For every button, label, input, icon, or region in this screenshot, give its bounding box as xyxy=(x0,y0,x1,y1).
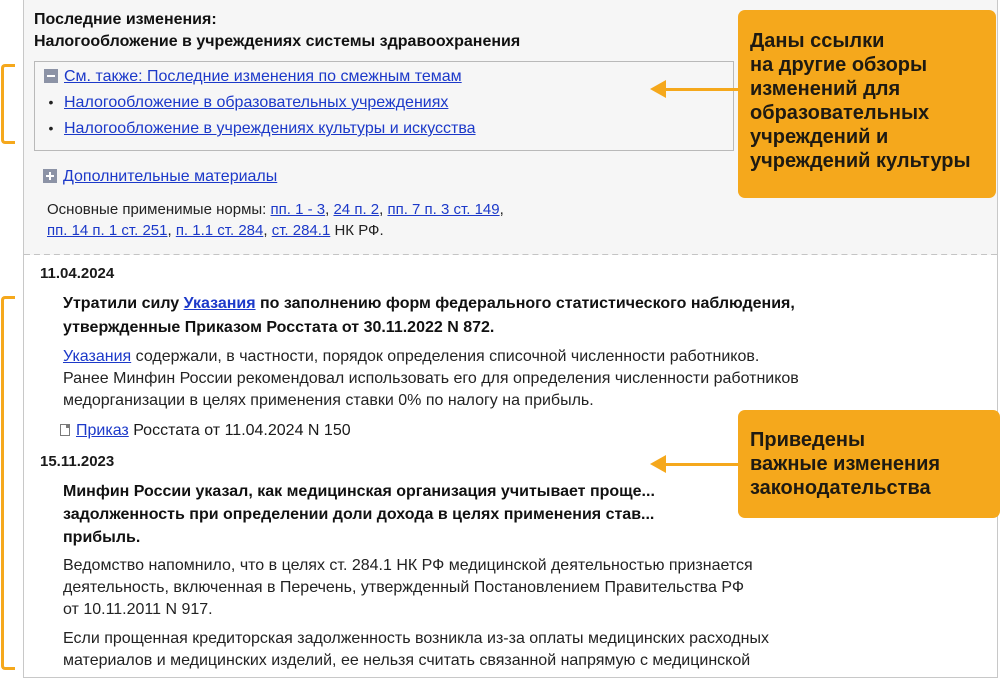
related-item-link[interactable]: Налогообложение в учреждениях культуры и искусства xyxy=(64,120,476,137)
bullet-icon: • xyxy=(48,94,54,110)
headline-link[interactable]: Указания xyxy=(183,295,256,312)
page-title xyxy=(34,9,520,53)
collapse-icon[interactable] xyxy=(44,69,58,83)
callout-related-links xyxy=(738,10,996,198)
paragraph-link[interactable]: Указания xyxy=(63,348,132,365)
arrow-left-icon xyxy=(650,80,666,98)
headline-text: по заполнению форм федерального статистического наблюдения, xyxy=(260,295,795,312)
entry-paragraph-line: Ранее Минфин России рекомендовал использовать его для определения численности работников xyxy=(63,370,799,387)
entry-headline: Минфин России указал, как медицинская организация учитывает проще... xyxy=(63,483,655,500)
callout-line: Приведены xyxy=(750,429,866,451)
page-title-line-1: Последние изменения: xyxy=(34,11,217,28)
entry-headline-line-2: утвержденные Приказом Росстата от 30.11.2022 N 872. xyxy=(63,319,495,336)
document-icon xyxy=(60,424,70,436)
entry-paragraph-line: материалов и медицинских изделий, ее нельзя считать связанной напрямую с медицинской xyxy=(63,652,751,669)
entry-paragraph-line: Ведомство напомнило, что в целях ст. 284.1 НК РФ медицинской деятельностью признается xyxy=(63,557,753,574)
callout-line: законодательства xyxy=(750,477,931,499)
expand-icon[interactable] xyxy=(43,169,57,183)
entry-headline-line-2: задолженность при определении доли дохода в целях применения став... xyxy=(63,506,655,523)
norm-link[interactable]: пп. 7 п. 3 ст. 149 xyxy=(387,201,500,218)
applicable-norms: Основные применимые нормы: пп. 1 - 3, 24 п. 2, пп. 7 п. 3 ст. 149, пп. 14 п. 1 ст. 251, п. 1.1 ст. 284, ст. 284.1 НК РФ. xyxy=(47,201,504,239)
callout-line: учреждений культуры xyxy=(750,150,971,172)
callout-line: на другие обзоры xyxy=(750,54,928,76)
entry-paragraph-line: деятельность, включенная в Перечень, утвержденный Постановлением Правительства РФ xyxy=(63,579,745,596)
entry-date: 15.11.2023 xyxy=(40,453,115,470)
norms-suffix: НК РФ. xyxy=(334,222,384,239)
annotation-bracket xyxy=(1,296,15,670)
norm-link[interactable]: ст. 284.1 xyxy=(271,222,331,239)
paragraph-text: содержали, в частности, порядок определения списочной численности работников. xyxy=(135,348,760,365)
source-document-text: Росстата от 11.04.2024 N 150 xyxy=(133,422,351,439)
headline-text: Утратили силу xyxy=(63,295,180,312)
entry-headline xyxy=(63,292,795,316)
norms-label: Основные применимые нормы: xyxy=(47,201,267,218)
entry-paragraph-line: Если прощенная кредиторская задолженность возникла из-за оплаты медицинских расходных xyxy=(63,630,769,647)
bullet-icon: • xyxy=(48,120,54,136)
norm-link[interactable]: п. 1.1 ст. 284 xyxy=(175,222,264,239)
arrow-left-icon xyxy=(650,455,666,473)
source-document xyxy=(60,420,351,442)
callout-line: изменений для xyxy=(750,78,901,100)
callout-line: учреждений и xyxy=(750,126,889,148)
entry-date: 11.04.2024 xyxy=(40,265,115,282)
entry-headline-line-3: прибыль. xyxy=(63,529,141,546)
source-document-link[interactable]: Приказ xyxy=(76,422,129,439)
entry-paragraph xyxy=(63,346,759,368)
related-toggle-row[interactable] xyxy=(44,67,462,87)
related-item[interactable] xyxy=(44,118,476,139)
arrow-shaft xyxy=(664,88,738,91)
related-topics-link[interactable]: См. также: Последние изменения по смежным темам xyxy=(64,68,462,85)
related-item[interactable] xyxy=(44,92,448,113)
related-item-link[interactable]: Налогообложение в образовательных учреждениях xyxy=(64,94,449,111)
arrow-shaft xyxy=(664,463,738,466)
norm-link[interactable]: пп. 14 п. 1 ст. 251 xyxy=(47,222,168,239)
norm-link[interactable]: пп. 1 - 3 xyxy=(270,201,326,218)
annotation-bracket xyxy=(1,64,15,144)
page-title-line-2: Налогообложение в учреждениях системы здравоохранения xyxy=(34,33,521,50)
callout-line: важные изменения xyxy=(750,453,941,475)
related-topics-box xyxy=(34,61,734,151)
callout-important-changes xyxy=(738,410,1000,518)
callout-line: образовательных xyxy=(750,102,930,124)
norm-link[interactable]: 24 п. 2 xyxy=(333,201,380,218)
entry-paragraph-line: от 10.11.2011 N 917. xyxy=(63,601,213,618)
entry-paragraph-line: медорганизации в целях применения ставки 0% по налогу на прибыль. xyxy=(63,392,594,409)
additional-materials-link[interactable]: Дополнительные материалы xyxy=(63,168,278,185)
callout-line: Даны ссылки xyxy=(750,30,885,52)
additional-materials-row[interactable] xyxy=(43,167,277,187)
